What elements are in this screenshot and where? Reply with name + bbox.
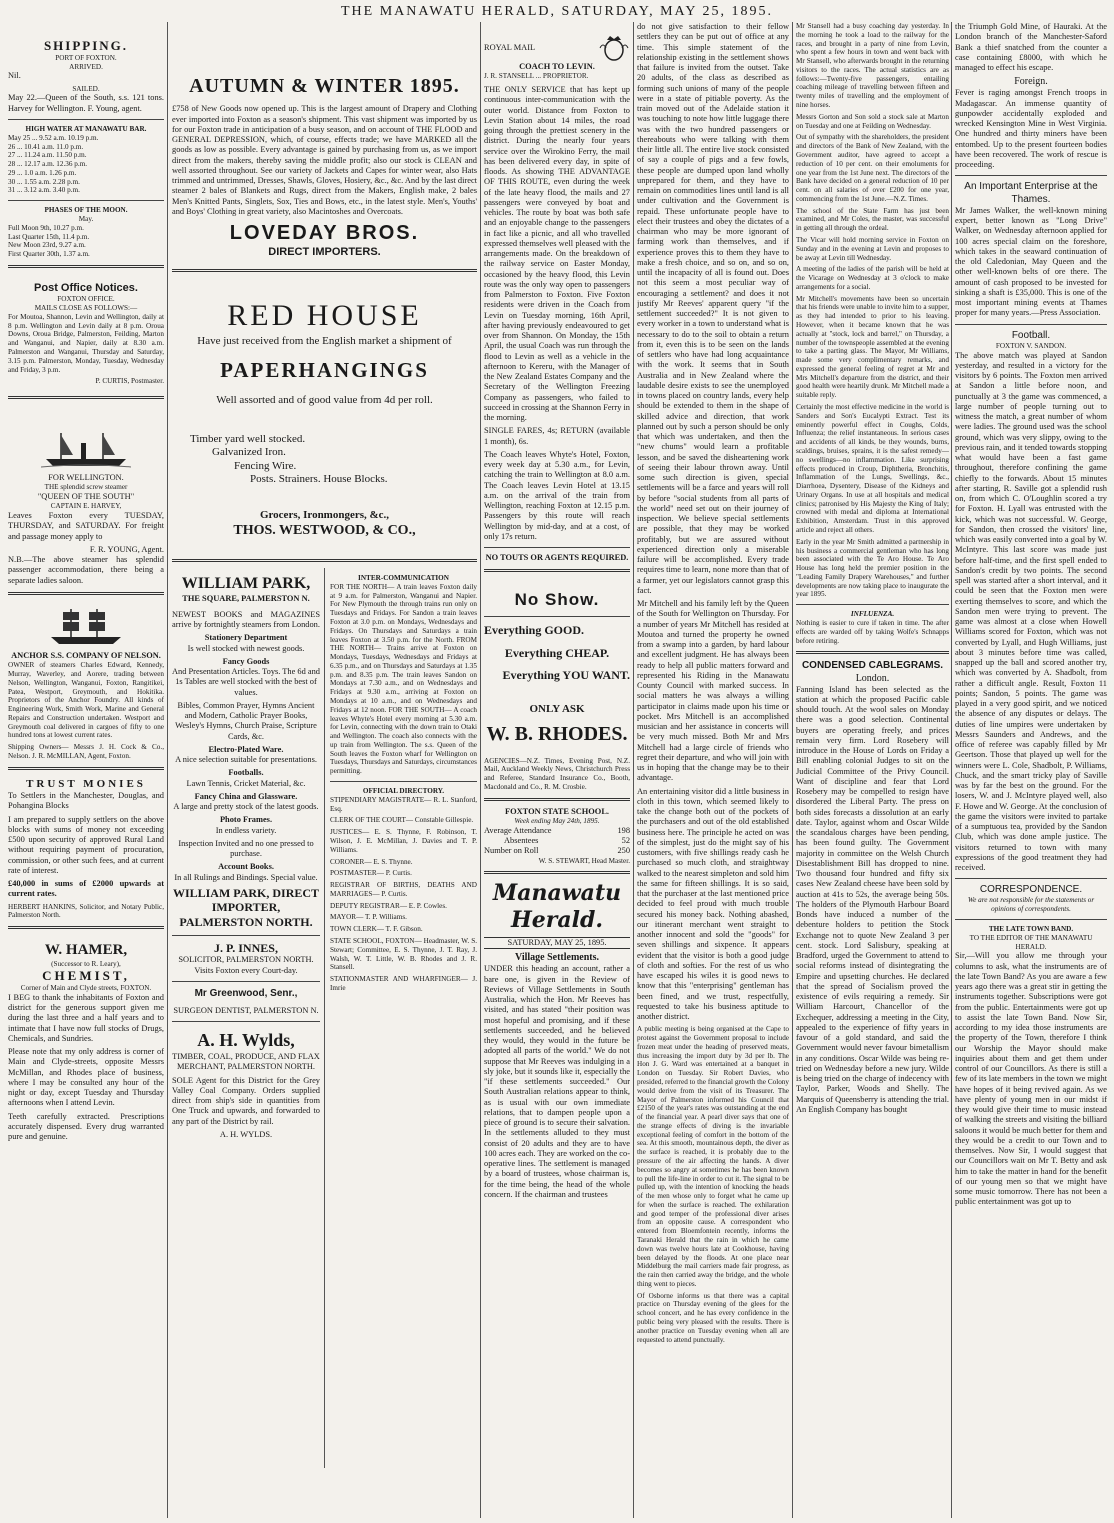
rhodes-name: W. B. RHODES. — [486, 723, 628, 746]
column-3 — [484, 22, 630, 1518]
foreign-title: Foreign. — [1014, 76, 1048, 88]
trust-title: TRUST MONIES — [26, 777, 146, 790]
wp-section-t: In endless variety. — [215, 825, 277, 835]
rh-item: PAPERHANGINGS — [220, 357, 429, 382]
herald-date: SATURDAY, MAY 25, 1895. — [484, 937, 630, 949]
steamer-text: Leaves Foxton every TUESDAY, THURSDAY, and SATURDAY. For freight and passage money apply to — [8, 511, 164, 541]
wp-section-h: Photo Frames. — [219, 815, 273, 825]
od-row: JUSTICES— E. S. Thynne, F. Robinson, T. Wilson, J. E. McMillan, J. Davies and T. P. Williams. — [330, 828, 477, 854]
everything-line: Everything YOU WANT. — [502, 668, 630, 683]
coach-fares: SINGLE FARES, 4s; RETURN (available 1 month), 6s. — [484, 426, 630, 446]
po-sign: P. CURTIS, Postmaster. — [95, 377, 164, 386]
od-row: STIPENDIARY MAGISTRATE— R. L. Stanford, Esq. — [330, 795, 477, 813]
col5-text: Certainly the most effective medicine in the world is Sanders and Son's Eucalypti Extract. Test its eminently powerful effect in Coughs, Colds, Influenza; the relief instantaneous. In serious cases and accidents of all kinds, be they wounds, burns, scaldings, bruises, sprains, it is the safest remedy—no swellings—no inflammation. Like surprising effects produced in Croup, Diphtheria, Bronchitis, Inflammation of the Lungs, Swellings, &c., Diarrhoea, Dysentery, Disease of the Kidneys and Urinary Organs. In use at all hospitals and medical clinics; patronised by His Majesty the King of Italy; crowned with medal and diploma at International Exhibition, Amsterdam. Trust in this approved article and reject all others. — [796, 403, 949, 534]
enterprise-text: Mr James Walker, the well-known mining expert, better known as "Long Drive" Walker, on Wednesday afternoon applied for 100 acres special claim on the foreshore, which takes in the seaward continuation of the old Caledonian, May Queen and the other well-known belts of ore there. The amount of cash proposed to be invested for sinking a shaft is £35,000. This is one of the most important mining events at Thames proper for many years.—Press Association. — [955, 205, 1107, 318]
anchor-text: OWNER of steamers Charles Edward, Kennedy, Murray, Waverley, and Aorere, trading between Nelson, Wellington, Wanganui, Foxton, Rangitikei, Patea, Westport, Greymouth, and Hokitika. Proprietors of the Anchor Foundry. All kinds of Engineering Work, Smith Work, Marine and General Repairs and Construction undertaken. Westport and Greymouth coal delivered in cargoes of fifty to one hundred tons at lowest current rates. — [8, 661, 164, 740]
po-text: For Moutoa, Shannon, Levin and Wellington, daily at 8 p.m. Wellington and Levin daily at 8 p.m. Oroua Downs, Oroua Bridge, Palmerston, Feilding, Marton and Wanganui, and Napier, daily at 8.30 a.m. Palmerston and Wanganui, Thursday and Saturday, 3.15 p.m. Palmerston, Monday, Tuesday, Wednesday and Friday, 3 p.m. — [8, 312, 164, 374]
hamer-trade: CHEMIST, — [42, 968, 130, 984]
coach-text: THE ONLY SERVICE that has kept up continuous inter-communication with the outer world. Distance from Foxton to Levin Station about 14 miles, the road going through the prettiest scenery in the district. During the nearly four years service over the Wirokino Ferry, the mail has been delivered every day, in spite of floods. As showing THE ADVANTAGE OF THIS ROUTE, even during the week of the late heavy flood, the mails and 27 passengers were conveyed by boat and vehicles. The route by boat was both safe and an enjoyable change to the passengers in fact like a picnic, and all who travelled expressed themselves well pleased with the arrangements made. On the breakdown of the railway service on Easter Monday, occasioned by the heavy flood, this Levin route was the only way open to passengers from Palmerston to Foxton. Five Foxton residents were driven in the Coach from Levin on Tuesday morning, 16th April, after having previously endeavoured to get over from Shannon. On Monday, the 15th April, the usual Coach was run through the flood to Levin as well as a vehicle in the afternoon to Kereru, with the Manager of the New Zealand Estates Company and the Secretary of the Wellington Freezing Company as passengers, who failed to succeed in crossing at the Shannon Ferry in the morning. — [484, 85, 630, 423]
hamer-name: W. HAMER, — [44, 942, 128, 959]
hw-row: 28 ... 12.17 a.m. 12.36 p.m. — [8, 160, 88, 169]
masthead — [0, 4, 1114, 20]
column-2 — [172, 22, 477, 1518]
wp-section-h: Stationery Department — [204, 633, 288, 643]
everything-line: Everything GOOD. — [484, 623, 585, 638]
coach-touts: NO TOUTS OR AGENTS REQUIRED. — [485, 553, 629, 563]
wp-section-h: Account Books. — [218, 862, 274, 872]
wp-section-t: Lawn Tennis, Cricket Material, &c. — [186, 778, 306, 788]
aw-firm: LOVEDAY BROS. — [229, 222, 420, 245]
football-title: Football. — [1011, 329, 1051, 341]
ltb-title: THE LATE TOWN BAND. — [988, 925, 1074, 934]
col4-text: A public meeting is being organised at the Cape to protest against the Government proposal to include frozen meat under the heading of preserved meats, thus increasing the import duty by 3d per lb. The Hon J. G. Ward was entertained at a banquet in London on Tuesday. Sir Robert Davies, who presided, referred to the financial growth the Colony would derive from the visit of its Treasurer. The Mayor of Palmerston informed his Council that £2150 of the year's rates was outstanding at the end of the financial year. A pearl diver says that one of the strange effects of diving is the invariable exceptional feeling of comfort in the bottom of the sea. At this smooth, mountainous depth, the diver as the surface is reached, it is probably due to the pressure of the air affecting the hands. A diver becomes so angry at sometimes he has been known to pull the life-line in order to cut it. The signal to be pulled up, with the intention of knocking the heads of the men whose only to forget what he came up for when the surface is reached. The exhilaration and good temper of the professional diver arises from an opposite cause. A correspondent who entered from Bloemfontein recently, informs the Taranaki Herald that the rain in which he came down was twelve hours late at Cookhouse, having been delayed by the floods. At one place near Middelburg the mail carriers made fair progress, as the rain then carried away the bridge, and the whole thing went to pieces. — [637, 1025, 789, 1288]
football-text: The above match was played at Sandon yesterday, and resulted in a victory for the visitors by 6 points. The Foxton men arrived at Sandon a little before noon, and punctually at 3 the game was commenced, a large number of people turning out to witness the match, a great number of whom were ladies. The ground used was the school ground, which was very slippy, owing to the previous rain, and it tended towards stopping what would have been a fast game throughout, therefore confining the game chiefly to the forwards. About 15 minutes after starting, R. Saville got a splendid rush on, from which C. O'Loughlin scored a try for Foxton. H. Lyall was entrusted with the kick, which was not successful. W. George, for Sandon, then crossed the visitors' line, which was easily converted into a goal by W. McIntyre. This last score was made just before half-time, and the first spell ended to Sandon's credit by two points. The second spell was started after a short interval, and it could be seen that the Foxton men were exerting themselves to score, and which the Sandon men were trying to prevent. The game was almost at a close when Howell Williams scored for Foxton, which was not converted by Lyall, and Hugh Williams, just about 3 minutes before time was called, snapped up the ball and scored another try, which was converted by A. Shadbolt, from rather a difficult angle. Result, Foxton 11 points; Sandon, 5 points. The game was played in a very good spirit, and we noticed the absence of any disputes or delays. The duties of line umpires were undertaken by Messrs Saunders and Andrews, and the office of referee was capably filled by Mr Geertson. Those that played up well for the winners were L. Cole, Shadbolt, P. Williams, Chuck, and the smart tricky play of Saville was by far the best on the ground. For the losers, W. and J. McIntyre played well, also F. Howe and W. George. At the conclusion of the game the visitors were invited to partake of a sumptuous tea, provided by the Sandon Club, which was done ample justice. The visitors returned to town with many expressions of the good treatment they had received. — [955, 350, 1107, 873]
col5-text: The Vicar will hold morning service in Foxton on Sunday and in the evening at Levin and proposes to be away at Levin till Wednesday. — [796, 235, 949, 262]
wylds-sign: A. H. WYLDS. — [219, 1129, 273, 1139]
fss-title: FOXTON STATE SCHOOL. — [504, 806, 609, 816]
od-row: REGISTRAR OF BIRTHS, DEATHS AND MARRIAGES— P. Curtis. — [330, 881, 477, 898]
park-advert — [172, 568, 320, 1140]
hamer-text3: Teeth carefully extracted. Prescriptions accurately dispensed. Every drug warranted pure and genuine. — [8, 1111, 164, 1142]
aw-sub: DIRECT IMPORTERS. — [268, 245, 381, 258]
steamer-name: "QUEEN OF THE SOUTH" — [37, 492, 135, 502]
wp-section-h: Electro-Plated Ware. — [208, 744, 284, 754]
trust-sub: To Settlers in the Manchester, Douglas, and Pohangina Blocks — [8, 791, 164, 811]
hw-row: 30 ... 1.55 a.m. 2.28 p.m. — [8, 177, 80, 186]
column-1 — [8, 22, 164, 1518]
ltb-to: TO THE EDITOR OF THE MANAWATU HERALD. — [969, 933, 1093, 951]
ic-title: INTER-COMMUNICATION — [358, 574, 449, 583]
od-row: DEPUTY REGISTRAR— E. P. Cowles. — [330, 901, 447, 910]
sailed-label: SAILED. — [72, 84, 100, 93]
innes-name: J. P. INNES, — [214, 940, 278, 955]
fss-week: Week ending May 24th, 1895. — [514, 817, 600, 826]
steamer-agent: F. R. YOUNG, Agent. — [89, 544, 164, 554]
anchor-agents: Shipping Owners— Messrs J. H. Cock & Co., Nelson. J. R. McMILLAN, Agent, Foxton. — [8, 743, 164, 760]
moon-row: New Moon 23rd, 9.27 a.m. — [8, 241, 86, 250]
steamer-nb: N.B.—The above steamer has splendid passenger accommodation, there being a separate ladies saloon. — [8, 555, 164, 585]
ic-text: FOR THE NORTH— A train leaves Foxton daily at 9 a.m. for Palmerston, Wanganui and Napier. For New Plymouth the through trains run only on Tuesdays and Fridays. For Sandon a train leaves Foxton at 3.0 p.m. on Mondays, Wednesdays and Fridays. On Thursdays and Saturdays a train leaves Foxton at 3.50 p.m. for the North. FROM THE NORTH— Trains arrive at Foxton on Mondays, Tuesdays, Wednesdays and Fridays at 6.35 p.m., and on Thursdays and Saturdays at 1.35 p.m. and 8.35 p.m. The train leaves Sandon on Mondays at 7.30 a.m., and on Wednesdays and Fridays at 9.30 a.m., arriving at Foxton on Mondays at 10 a.m., and on Wednesdays and Fridays at 12 noon. FOR THE SOUTH— A coach leaves Whyte's Hotel every morning at 5.30 a.m. for Levin, connecting with the down train to Otaki and Wellington. The coach also connects with the up train from Wellington. The s.s. Queen of the South leaves the Foxton wharf for Wellington on Tuesdays, Thursdays and Saturdays, circumstances permitting. — [330, 582, 477, 776]
wp-section-t: Is well stocked with newest goods. — [187, 643, 305, 653]
influenza-title: INFLUENZA. — [850, 610, 895, 619]
hw-row: 27 ... 11.24 a.m. 11.50 p.m. — [8, 151, 87, 160]
od-row: POSTMASTER— P. Curtis. — [330, 869, 412, 878]
col5-text: Mr Stansell had a busy coaching day yesterday. In the morning he took a load to the railway for the races, and brought in a party of nine from Levin, who spent a few hours in town and went back with Mr Stansell, who afterwards brought in the returning visitors to the races. The actual statistics are as follows:—Twenty-five passengers, entailing coaching mileage of travelling between fifteen and twenty miles of travelling and the employment of nine horses. — [796, 22, 949, 110]
col5-text: Messrs Gorton and Son sold a stock sale at Marton on Tuesday and one at Feilding on Wednesday. — [796, 112, 949, 130]
od-row: CLERK OF THE COURT— Constable Gillespie. — [330, 816, 474, 825]
vs-text: UNDER this heading an account, rather a bare one, is given in the Review of Reviews of Village Settlements in South Australia, which the Hon. Mr Reeves has visited, and has stated "their position was most hopeful and promising, and if these settlements succeeded, and he believed they would, they would in the future be adopted all parts of the world." We do not suppose that Mr Reeves was indulging in a sly joke, but it sounds like it, especially the "if these settlements succeeded." Our South Australian relations appear to think, as is usual with our own immediate relations, that to dampen people upon a piece of ground is to secure their salvation. In the settlements alluded to they must consist of 20 adults and they are to have 100 acres each. They are worked on the co-operative lines. The settlement is managed by a board of trustees, whose chairman is, for the time being, the head of the whole concern. If the chairman and trustees — [484, 964, 630, 1199]
column-4 — [637, 22, 789, 1518]
wp-section-t: And Presentation Articles. Toys. The 6d and 1s Tables are well stocked with the best of values. — [172, 667, 320, 697]
innes-text: SOLICITOR, PALMERSTON NORTH. Visits Foxton every Court-day. — [178, 955, 314, 975]
column-rule — [167, 22, 168, 1518]
coach-title: COACH TO LEVIN. — [519, 62, 595, 71]
od-title: OFFICIAL DIRECTORY. — [362, 787, 445, 796]
col4-text: An entertaining visitor did a little business in cloth in this town, which seemed likely to take the change both out of the pockets of the purchasers and out of the old established business here. The principle he acted on was of the simplest, just do the might say of his customers, with five shillings ready cash he purchased so much cloth, and straightway walked to the nearest simpleton and sold him the same for fifteen shillings. It is so said, that the purchaser at the last mentioned price decided to feel proud with much trouble secured his money back. Nothing abashed, our itinerant merchant went straight to another innocent and sold the "goods" for seven shillings and sixpence. It appears evident that the visitor is both a good judge of cloth and softies. For the rest of us who have escaped his wiles it is good news to know that this "enterprising" gentleman has been fined, and we trust, respectfully, requested to take his business aptitude to another district. — [637, 786, 789, 1021]
rh-text2: Well assorted and of good value from 4d per roll. — [216, 393, 433, 406]
aw-title: AUTUMN & WINTER 1895. — [189, 75, 460, 97]
steamship-icon — [41, 429, 131, 469]
rh-text: Have just received from the English market a shipment of — [197, 334, 452, 347]
od-row: TOWN CLERK— T. F. Gibson. — [330, 925, 423, 934]
royal-crest-icon — [598, 34, 630, 62]
hamer-addr: Corner of Main and Clyde streets, FOXTON. — [20, 984, 152, 993]
wp-section-t: Bibles, Common Prayer, Hymns Ancient and Modern, Catholic Prayer Books, Wesley's Hymns, Church Praise, Scripture Cards, &c. — [175, 700, 317, 741]
anchor-title: ANCHOR S.S. COMPANY OF NELSON. — [11, 650, 161, 660]
rh-firm: THOS. WESTWOOD, & CO., — [233, 522, 416, 538]
col4-text: Mr Mitchell and his family left by the Queen of the South for Wellington on Thursday. For a number of years Mr Mitchell has resided at Moutoa and turned the property he owned from a swamp into a garden, by hard labour and excellent judgment. He has always been ready to help all public matters forward and represented his Riding in the Manawatu County Council with marked success. In social matters he was always a willing participator in claims made upon his time or pocket. Mrs Mitchell is an accomplished musician and her assistance in concerts will be very much missed. Both Mr and Mrs Mitchell had a large circle of friends who regret their departure, and who will join with us in hoping that the change may be to their advantage. — [637, 599, 789, 783]
column-rule — [951, 22, 952, 1518]
column-5 — [796, 22, 949, 1518]
wp-name: WILLIAM PARK, — [181, 575, 311, 593]
col5-text: A meeting of the ladies of the parish will be held at the Vicarage on Wednesday at 3 o'clock to make arrangements for a social. — [796, 265, 949, 291]
no-show: No Show. — [514, 590, 600, 610]
trust-sign: HERBERT HANKINS, Solicitor, and Notary Public, Palmerston North. — [8, 902, 164, 920]
wylds-text: TIMBER, COAL, PRODUCE, AND FLAX MERCHANT, PALMERSTON NORTH. — [172, 1052, 320, 1072]
col4-text: do not give satisfaction to their fellow settlers they can be put out of office at any time. This simple statement of the relationship existing in the settlement shows that failure is invited from the outset. Take 20 adults, of the class as described as forming such unions of many of the people were in a state of pitiable poverty. As the train moved out of the Adelaide station it was touching to note how little luggage there was with the two hundred passengers or thereabouts who were talking with them their little all. The entire live stock consisted of say a couple of pigs and a few fowls, these people are dumped upon land wholly unprepared for them, and they have to remain on commodities lines until land is all under cultivation and the Government is repaid. These unfortunate people have to elect their trustees and obey the dictates of a chairman who may be more ignorant of farming work than themselves, and if experience proves this to them they have to make a fresh choice, and so on, and so on, until the incapacity of all is found out. Does not this seem a most peculiar way of encouraging a settlement? and does it not justify Mr Reeves' apparent query "if the settlement succeeded?" It is not given to every worker in a town to understand what is necessary to do to the soil to obtain a return from it, even this is to be seen on the lands of settlers who have had long acquaintance with the work. It seems that in South Australia and in New Zealand where the laudable desire exists to see the unemployed in towns placed on country lands, every help should be extended to them in the shape of skilled advice and direction, that work planned out by such a person should be only that which was undertaken, and then the "new chums" would learn a profitable lesson, and be saved the disheartening work of seeing their labour thrown away. Until some such direction is given, special settlements will be a farce and years will roll by before "social students from all parts of the world" need set out on their journey of inspection. We believe special settlements are possible, that they may be worked profitably, but we are assured without experienced direction only a miserable failure will be accomplished. Every trade requires time to learn, none more than that of a farmer, yet our legislators cannot grasp this fact. — [637, 22, 789, 595]
moon-row: Full Moon 9th, 10.27 p.m. — [8, 223, 84, 232]
hamer-sub: (Successor to R. Leary), — [51, 959, 121, 968]
rh-list-item: Posts. Strainers. House Blocks. — [250, 473, 388, 486]
hw-row: 31 ... 3.12 a.m. 3.40 p.m. — [8, 186, 80, 195]
royal-mail-header — [484, 34, 630, 62]
moon-row: Last Quarter 15th, 11.4 p.m. — [8, 232, 90, 241]
rh-list-item: Galvanized Iron. — [212, 446, 286, 459]
cable-title: CONDENSED CABLEGRAMS. — [801, 660, 944, 672]
rh-list-item: Timber yard well stocked. — [190, 432, 306, 445]
col5-text: Early in the year Mr Smith admitted a partnership in his business a commercial gentleman who has long been associated with the Te Aro House. Te Aro House has long held the premier position in the "Leading Family Drapery Warehouses," and further developments are now taking place to inaugurate the year 1895. — [796, 537, 949, 599]
masthead-title: THE MANAWATU HERALD, SATURDAY, MAY 25, 1895. — [341, 4, 773, 19]
wp-sign: WILLIAM PARK, DIRECT IMPORTER, PALMERSTON NORTH. — [172, 885, 320, 930]
foreign-text: Fever is raging amongst French troops in Madagascar. An immense quantity of gunpowder accidentally exploded and wrecked Kensington Mine in West Virginia. One hundred and thirty miners have been entombed. Up to the present fourteen bodies have been recovered. The work of rescue is proceeding. — [955, 88, 1107, 170]
wp-text: NEWEST BOOKS and MAGAZINES arrive by fortnightly steamers from London. — [172, 609, 320, 630]
sailing-ship-icon — [41, 607, 131, 647]
moon-title: PHASES OF THE MOON. — [44, 206, 128, 215]
wp-section-t: A nice selection suitable for presentations. — [175, 755, 317, 765]
royal-mail-label: ROYAL MAIL — [484, 42, 536, 52]
wp-addr: THE SQUARE, PALMERSTON N. — [182, 593, 310, 603]
col4-text: Of Osborne informs us that there was a capital practice on Thursday evening of the glees for the school concert, and he has every confidence in the public being very pleased with the results. There is another practice on Tuesday evening when all are requested to attend punctually. — [637, 1291, 789, 1344]
coach-times: The Coach leaves Whyte's Hotel, Foxton, every week day at 5.30 a.m., for Levin, catching the train to Wellington at 8.0 a.m. The Coach leaves Levin Hotel at 13.15 a.m. on the arrival of the train from Wellington, reaching Foxton at 12.15 p.m. Passengers by this route will reach Wellington by mid-day, and at a cost, of only 17s return. — [484, 449, 630, 541]
moon-month: May. — [78, 214, 94, 223]
fss-row: Average Attendance 198 — [484, 825, 630, 835]
rh-trade: Grocers, Ironmongers, &c., — [259, 508, 390, 521]
fss-row: Absentees 52 — [504, 836, 630, 846]
rh-list — [190, 433, 477, 487]
influenza-text: Nothing is easier to cure if taken in time. The after effects are warded off by taking Wolfe's Schnapps before retiring. — [796, 619, 949, 645]
column-6 — [955, 22, 1107, 1518]
rhodes-agencies: AGENCIES—N.Z. Times, Evening Post, N.Z. Mail, Auckland Weekly News, Christchurch Press and Referee, Standard Insurance Co., Booth, Macdonald and Co., R. M. Crosbie. — [484, 756, 630, 792]
for-wellington: FOR WELLINGTON. — [48, 473, 124, 483]
arrived-label: ARRIVED. — [69, 62, 103, 71]
only-ask: ONLY ASK — [529, 702, 585, 715]
wp-section-h: Fancy China and Glassware. — [194, 791, 298, 801]
cable-london: London. — [855, 672, 890, 684]
od-row: STATE SCHOOL, FOXTON— Headmaster, W. S. Stewart; Committee, E. S. Thynne, J. T. Ray, J. Walsh, W. T. Little, W. B. Rhodes and J. R. Stansell. — [330, 936, 477, 972]
football-sub: FOXTON V. SANDON. — [995, 341, 1067, 350]
hw-row: 29 ... 1.0 a.m. 1.26 p.m. — [8, 168, 77, 177]
port-label: PORT OF FOXTON. — [55, 53, 117, 62]
trust-amount: £40,000 in sums of £2000 upwards at current rates. — [8, 879, 164, 899]
wp-section-h: Footballs. — [228, 768, 264, 778]
moon-row: First Quarter 30th, 1.37 a.m. — [8, 250, 90, 259]
od-row: STATIONMASTER AND WHARFINGER— J. Imrie — [330, 975, 477, 992]
steamer-intro: THE splendid screw steamer — [44, 483, 128, 492]
cable-text: Fanning Island has been selected as the station at which the proposed Pacific cable should touch. At the wool sales on Monday there was a good selection. Continental buyers are operating freely, and prices remain very firm. Lord Rosebery will introduce in the House of Lords on Friday a Bill enabling colonial Judges to sit on the Judicial Committee of the Privy Council. Want of discipline and fear that Lord Rosebery may be compelled to resign have disordered the Liberal Party. The press on both sides forecasts a dissolution at an early date. Taylor, against whom and Oscar Wilde the scandalous charges have been pending, has been found guilty. The Government majority in committee on the Welsh Church Disestablishment Bill has dropped to nine. Two thousand four hundred and fifty six cases New Zealand cheese have been sold by auction at 41s to 52s, the average being 50s. The holders of the Plymouth Harbour Board Bonds have induced a number of the debenture holders to petition the Stock Exchange not to quote New Zealand 3 per cent. stock. Lord Salisbury, speaking at Bradford, urged the Government to attend to social reforms instead of disintegrating the Empire and upsetting churches. He declared that the spread of Socialism proved the existence of evils requiring a remedy. Sir William Harcourt, Chancellor of the Exchequer, addressing a meeting in the City, appealed to the experience of fifty years in favour of a gold standard, and said the Government would never favour bimetallism in any conditions. Oscar Wilde was being re-tried on Wednesday before a new jury. Wilde is being tried on the charge of indecency with Taylor, Parker, Woods and Shelly. The Marquis of Queensberry is attending the trial. An English Company has bought — [796, 684, 949, 1114]
vs-title: Village Settlements. — [514, 952, 600, 964]
wp-section-h: Fancy Goods — [222, 656, 270, 666]
hw-row: May 25 ... 9.52 a.m. 10.19 p.m. — [8, 133, 99, 142]
column-rule — [480, 22, 481, 1518]
col5-text: The school of the State Farm has just been examined, and Mr Coles, the master, was successful in getting all through the ordeal. — [796, 206, 949, 233]
captain: CAPTAIN E. HARVEY, — [50, 502, 122, 511]
od-row: MAYOR— T. P. Williams. — [330, 913, 407, 922]
enterprise-title: An Important Enterprise at the Thames. — [964, 181, 1098, 205]
rh-list-item: Fencing Wire. — [234, 459, 297, 472]
wp-section-t: In all Rulings and Bindings. Special value. — [174, 872, 318, 882]
col5-text: Out of sympathy with the shareholders, the president and directors of the Bank of New Zealand, with the Government auditor, have agreed to accept a reduction of 10 per cent. on their emoluments for one year from the 1st June next. The directors of the Bank have decided on a general reduction of 10 per cent. on all salaries of over £200 for one year, commencing from the 1st June.—N.Z. Times. — [796, 133, 949, 203]
col6-text: the Triumph Gold Mine, of Hauraki. At the London branch of the Manchester-Saford Bank a thief snatched from the counter a case containing £8000, with which he managed to effect his escape. — [955, 22, 1107, 72]
wp-section-t: A large and pretty stock of the latest goods. — [173, 802, 319, 812]
coach-prop: J. R. STANSELL ... PROPRIETOR. — [484, 72, 589, 81]
column-rule — [633, 22, 634, 1518]
trust-text: I am prepared to supply settlers on the above blocks with sums of money not exceeding £500 upon security of approved Rural Land without requiring payment of procuration, commission, or other such fees, and at current rate of interest. — [8, 814, 164, 875]
everything-line: Everything CHEAP. — [504, 645, 610, 660]
hamer-text: I BEG to thank the inhabitants of Foxton and district for the generous support given me during the last three and a half years and to intimate that I have now full stocks of Drugs, Chemicals, and Sundries. — [8, 992, 164, 1043]
corr-title: CORRESPONDENCE. — [979, 884, 1083, 896]
aw-text: £758 of New Goods now opened up. This is the largest amount of Drapery and Clothing ever imported into Foxton as a season's shipment. This vast shipment was imported by us for our Foxton trade in anticipation of a busy season, and on account of THE FLOOD and GENERAL DEPRESSION, which, of course, effects trade; we have MARKED all the goods as low as possible. Every advantage is gained by purchasing from us, as we import direct from the makers, thereby saving the middle profit; also our stock is CLEAN and well assorted throughout. See our variety of Jackets and Capes for winter wear, also Hats trimmed and untrimmed, Dresses, Shawls, Gloves, Hosiery, &c., &c. And by the last direct steamer 2 bales of Blankets and Rugs, direct from the Makers, English make, 2 bales Men's Knitted Pants, Singlets, Sox, Ties and Bows, etc., in the latest style. Men's, Youths' and Boys' Clothing in great variety, also Macintoshes and Overcoats. — [172, 104, 477, 216]
po-office: FOXTON OFFICE. — [57, 295, 115, 304]
intercommunication — [330, 568, 477, 996]
column-rule — [792, 22, 793, 1518]
arrived-text: Nil. — [8, 71, 21, 81]
hamer-text2: Please note that my only address is corner of Main and Clyde-streets, opposite Messrs McMillan, and Rhodes place of business, where I may be consulted any hour of the night or day, except Tuesday and Thursday afternoons when I attend Levin. — [8, 1047, 164, 1108]
hw-row: 26 ... 10.41 a.m. 11.0 p.m. — [8, 142, 84, 151]
od-row: CORONER— E. S. Thynne. — [330, 857, 413, 866]
fss-sign: W. S. STEWART, Head Master. — [538, 856, 630, 865]
gw-text: SURGEON DENTIST, PALMERSTON N. — [173, 1006, 319, 1016]
po-mails: MAILS CLOSE AS FOLLOWS:— — [34, 304, 138, 313]
shipping-title: SHIPPING. — [43, 38, 129, 53]
corr-note: We are not responsible for the statements or opinions of correspondents. — [967, 896, 1095, 914]
rh-title: RED HOUSE — [227, 298, 422, 332]
gw-name: Mr Greenwood, Senr., — [194, 987, 298, 999]
high-water-title: HIGH WATER AT MANAWATU BAR. — [25, 124, 147, 133]
wylds-name: A. H. Wylds, — [197, 1030, 295, 1051]
wp-section-t: Inspection Invited and no one pressed to purchase. — [178, 838, 314, 859]
fss-row: Number on Roll 250 — [484, 846, 630, 856]
col5-text: Mr Mitchell's movements have been so uncertain that his friends were unable to invite him to a supper, as they had intended to prior to his leaving. However, when it became known that he was actually at "stock, lock and barrel," on Thursday, a number of the townspeople assembled at the evening to take a parting glass. The Mayor, Mr Williams, made some very complimentary remarks, and expressed the general feeling of regret at Mr and Mrs Mitchell's departure from the district, and their good health were heartily drunk. Mr Mitchell made a suitable reply. — [796, 294, 949, 400]
herald-nameplate: Manawatu Herald. — [492, 880, 622, 934]
sailed-text: May 22.—Queen of the South, s.s. 121 tons. Harvey for Wellington. F. Young, agent. — [8, 93, 164, 113]
wylds-agent: SOLE Agent for this District for the Grey Valley Coal Company. Orders supplied direct from ship's side in quantities from One Truck and upwards, and forwarded to any part of the District by rail. — [172, 1075, 320, 1126]
ltb-text: Sir,—Will you allow me through your columns to ask, what the instruments are of the late Town Band? As you are aware a few years ago there was a great stir in getting the instruments together. Subscriptions were got from the public. Entertainments were got up to assist the late Town Band. Now Sir, according to my idea those instruments are the property of the Town, therefore I think our Worship the Mayor should make inquiries about them and get them under control of our Councillors. As there is still a few of its late members in the town we might have hopes of it being revived again. As we have plenty of young men in our midst if they would give their time to music instead of walking the streets and visiting the billiard saloons it would be much better for them and they would be a credit to our Town and to themselves. Now Sir, I would suggest that our Councillors wait on Mr T. Betty and ask him to take the matter in hand for the benefit of our young men so that we might have some music tomorrow. There has not been a public entertainment was got up to — [955, 951, 1107, 1207]
po-title: Post Office Notices. — [34, 281, 138, 294]
